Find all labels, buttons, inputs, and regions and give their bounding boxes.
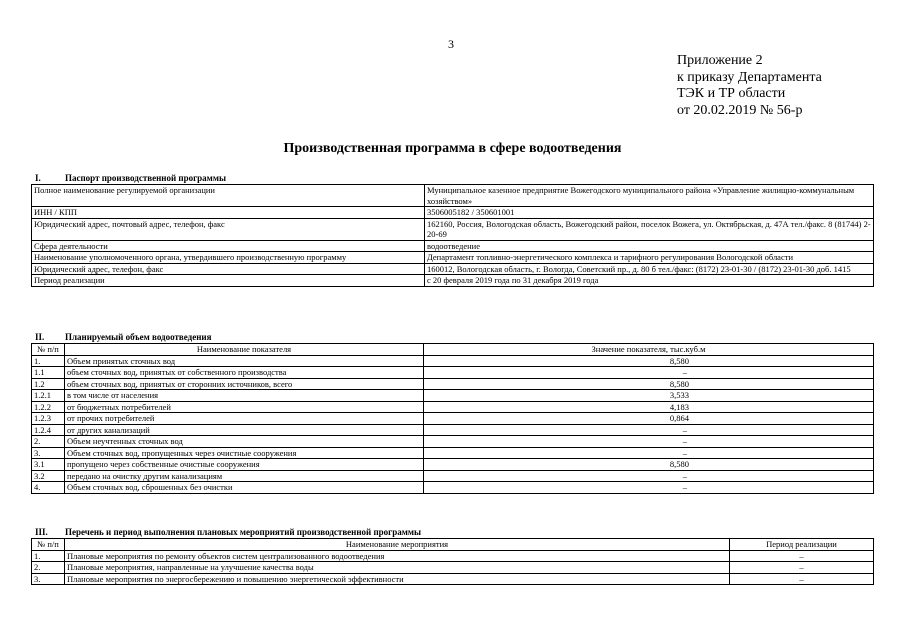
indicator-name: Объем неучтенных сточных вод — [65, 436, 424, 448]
indicator-value: 3,533 — [424, 390, 874, 402]
table-row — [32, 275, 874, 287]
indicator-name: в том числе от населения — [65, 390, 424, 402]
indicator-value: – — [424, 470, 874, 482]
row-number: 3.2 — [32, 470, 65, 482]
event-period: – — [730, 562, 874, 574]
table-row — [32, 390, 874, 402]
indicator-value: 0,864 — [424, 413, 874, 425]
row-number: 3.1 — [32, 459, 65, 471]
passport-label: Наименование уполномоченного органа, утвердившего производственную программу — [32, 252, 425, 264]
passport-table — [31, 184, 874, 287]
row-number: 1.2.3 — [32, 413, 65, 425]
table-row — [32, 436, 874, 448]
header-num: № п/п — [32, 344, 65, 356]
indicator-value: – — [424, 447, 874, 459]
event-period: – — [730, 573, 874, 585]
indicator-name: Объем сточных вод, пропущенных через очистные сооружения — [65, 447, 424, 459]
event-name: Плановые мероприятия по ремонту объектов систем централизованного водоотведения — [65, 550, 730, 562]
row-number: 1. — [32, 355, 65, 367]
indicator-name: от прочих потребителей — [65, 413, 424, 425]
row-number: 1. — [32, 550, 65, 562]
header-name: Наименование показателя — [65, 344, 424, 356]
table-row — [32, 218, 874, 240]
row-number: 1.2.2 — [32, 401, 65, 413]
indicator-name: Объем сточных вод, сброшенных без очистки — [65, 482, 424, 494]
table-row — [32, 401, 874, 413]
passport-value: Департамент топливно-энергетического комплекса и тарифного регулирования Вологодской области — [425, 252, 874, 264]
indicator-value: – — [424, 436, 874, 448]
table-row — [32, 240, 874, 252]
table-header-row — [32, 539, 874, 551]
table-row — [32, 355, 874, 367]
document-title: Производственная программа в сфере водоотведения — [283, 141, 622, 156]
indicator-value: 8,580 — [424, 355, 874, 367]
section-number: III. — [35, 527, 48, 537]
appendix-line: к приказу Департамента — [677, 69, 822, 85]
table-row — [32, 573, 874, 585]
passport-value: 162160, Россия, Вологодская область, Вожегодский район, поселок Вожега, ул. Октябрьская, д. 47А тел./факс. 8 (81744) 2-20-69 — [425, 218, 874, 240]
indicator-name: объем сточных вод, принятых от сторонних источников, всего — [65, 378, 424, 390]
indicator-value: – — [424, 367, 874, 379]
passport-value: Муниципальное казенное предприятие Вожегодского муниципального района «Управление жилищно-коммунальным хозяйством» — [425, 185, 874, 207]
header-value: Значение показателя, тыс.куб.м — [424, 344, 874, 356]
table-header-row — [32, 344, 874, 356]
appendix-block — [677, 53, 822, 119]
table-row — [32, 207, 874, 219]
appendix-line: ТЭК и ТР области — [677, 86, 786, 101]
section-title: Планируемый объем водоотведения — [65, 332, 212, 342]
header-period: Период реализации — [730, 539, 874, 551]
indicator-value: 4,183 — [424, 401, 874, 413]
row-number: 2. — [32, 562, 65, 574]
passport-value: 160012, Вологодская область, г. Вологда, Советский пр., д. 80 б тел./факс: (8172) 23-01-30 / (8172) 23-01-30 доб. 1415 — [425, 263, 874, 275]
passport-label: Юридический адрес, телефон, факс — [32, 263, 425, 275]
table-row — [32, 263, 874, 275]
passport-value: с 20 февраля 2019 года по 31 декабря 2019 года — [425, 275, 874, 287]
table-row — [32, 378, 874, 390]
row-number: 1.2 — [32, 378, 65, 390]
table-row — [32, 447, 874, 459]
table-row — [32, 470, 874, 482]
section-3-heading — [33, 527, 421, 537]
table-row — [32, 459, 874, 471]
event-name: Плановые мероприятия по энергосбережению и повышению энергетической эффективности — [65, 573, 730, 585]
header-name: Наименование мероприятия — [65, 539, 730, 551]
indicator-name: объем сточных вод, принятых от собственного производства — [65, 367, 424, 379]
table-row — [32, 562, 874, 574]
row-number: 3. — [32, 573, 65, 585]
indicator-value: – — [424, 424, 874, 436]
row-number: 1.2.4 — [32, 424, 65, 436]
passport-value: водоотведение — [425, 240, 874, 252]
row-number: 4. — [32, 482, 65, 494]
passport-label: Полное наименование регулируемой организации — [32, 185, 425, 207]
table-row — [32, 367, 874, 379]
appendix-line: Приложение 2 — [677, 53, 763, 68]
indicator-value: 8,580 — [424, 378, 874, 390]
event-period: – — [730, 550, 874, 562]
passport-value: 3506005182 / 350601001 — [425, 207, 874, 219]
row-number: 1.2.1 — [32, 390, 65, 402]
section-number: II. — [35, 332, 45, 342]
passport-label: ИНН / КПП — [32, 207, 425, 219]
table-row — [32, 482, 874, 494]
table-row — [32, 252, 874, 264]
indicator-name: от других канализаций — [65, 424, 424, 436]
section-number: I. — [35, 173, 41, 183]
section-2-heading — [33, 332, 211, 342]
table-row — [32, 550, 874, 562]
indicator-value: 8,580 — [424, 459, 874, 471]
row-number: 2. — [32, 436, 65, 448]
indicator-value: – — [424, 482, 874, 494]
indicator-name: передано на очистку другим канализациям — [65, 470, 424, 482]
passport-label: Юридический адрес, почтовый адрес, телефон, факс — [32, 218, 425, 240]
table-row — [32, 413, 874, 425]
row-number: 3. — [32, 447, 65, 459]
indicator-name: Объем принятых сточных вод — [65, 355, 424, 367]
section-title: Перечень и период выполнения плановых мероприятий производственной программы — [65, 527, 422, 537]
passport-label: Сфера деятельности — [32, 240, 425, 252]
passport-label: Период реализации — [32, 275, 425, 287]
appendix-line: от 20.02.2019 № 56-р — [677, 102, 803, 118]
section-1-heading — [33, 173, 226, 183]
row-number: 1.1 — [32, 367, 65, 379]
event-name: Плановые мероприятия, направленные на улучшение качества воды — [65, 562, 730, 574]
page-number: 3 — [448, 37, 454, 51]
section-title: Паспорт производственной программы — [65, 173, 226, 183]
indicator-name: от бюджетных потребителей — [65, 401, 424, 413]
events-table — [31, 538, 874, 585]
indicator-name: пропущено через собственные очистные сооружения — [65, 459, 424, 471]
table-row — [32, 185, 874, 207]
table-row — [32, 424, 874, 436]
volume-table — [31, 343, 874, 494]
header-num: № п/п — [32, 539, 65, 551]
